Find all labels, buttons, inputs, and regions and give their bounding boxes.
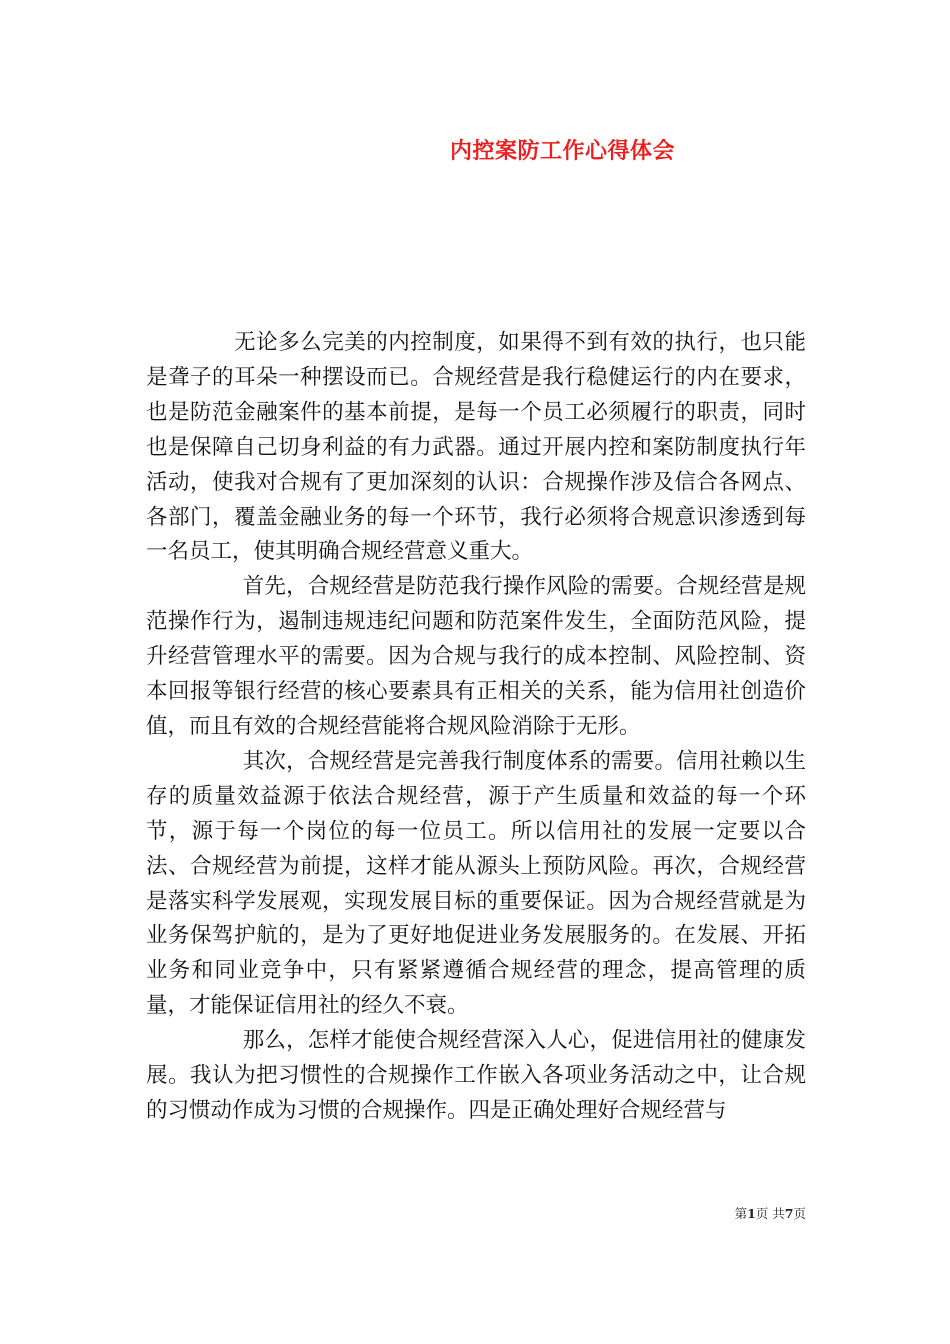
paragraph-2: 首先，合规经营是防范我行操作风险的需要。合规经营是规范操作行为，遏制违规违纪问题和防范案件发生，全面防范风险，提升经营管理水平的需要。因为合规与我行的成本控制、风险控制、资本回报等银行经营的核心要素具有正相关的关系，能为信用社创造价值，而且有效的合规经营能将合规风险消除于无形。 [146, 574, 806, 739]
document-body [146, 326, 806, 1129]
page-footer [0, 1204, 806, 1222]
total-pages-number: 7 [784, 1206, 794, 1221]
current-page-number: 1 [747, 1206, 756, 1221]
footer-suffix: 页 [793, 1206, 806, 1221]
footer-middle: 页 共 [755, 1206, 785, 1221]
paragraph-4: 那么，怎样才能使合规经营深入人心，促进信用社的健康发展。我认为把习惯性的合规操作工作嵌入各项业务活动之中，让合规的习惯动作成为习惯的合规操作。四是正确处理好合规经营与 [146, 1028, 806, 1123]
paragraph-1: 无论多么完美的内控制度，如果得不到有效的执行，也只能是聋子的耳朵一种摆设而已。合规经营是我行稳健运行的内在要求，也是防范金融案件的基本前提，是每一个员工必须履行的职责，同时也是保障自己切身利益的有力武器。通过开展内控和案防制度执行年活动，使我对合规有了更加深刻的认识：合规操作涉及信合各网点、各部门，覆盖金融业务的每一个环节，我行必须将合规意识渗透到每一名员工，使其明确合规经营意义重大。 [146, 330, 806, 565]
document-title: 内控案防工作心得体会 [450, 138, 676, 164]
footer-prefix: 第 [734, 1206, 748, 1221]
paragraph-3: 其次，合规经营是完善我行制度体系的需要。信用社赖以生存的质量效益源于依法合规经营，源于产生质量和效益的每一个环节，源于每一个岗位的每一位员工。所以信用社的发展一定要以合法、合规经营为前提，这样才能从源头上预防风险。再次，合规经营是落实科学发展观，实现发展目标的重要保证。因为合规经营就是为业务保驾护航的，是为了更好地促进业务发展服务的。在发展、开拓业务和同业竞争中，只有紧紧遵循合规经营的理念，提高管理的质量，才能保证信用社的经久不衰。 [146, 748, 806, 1019]
